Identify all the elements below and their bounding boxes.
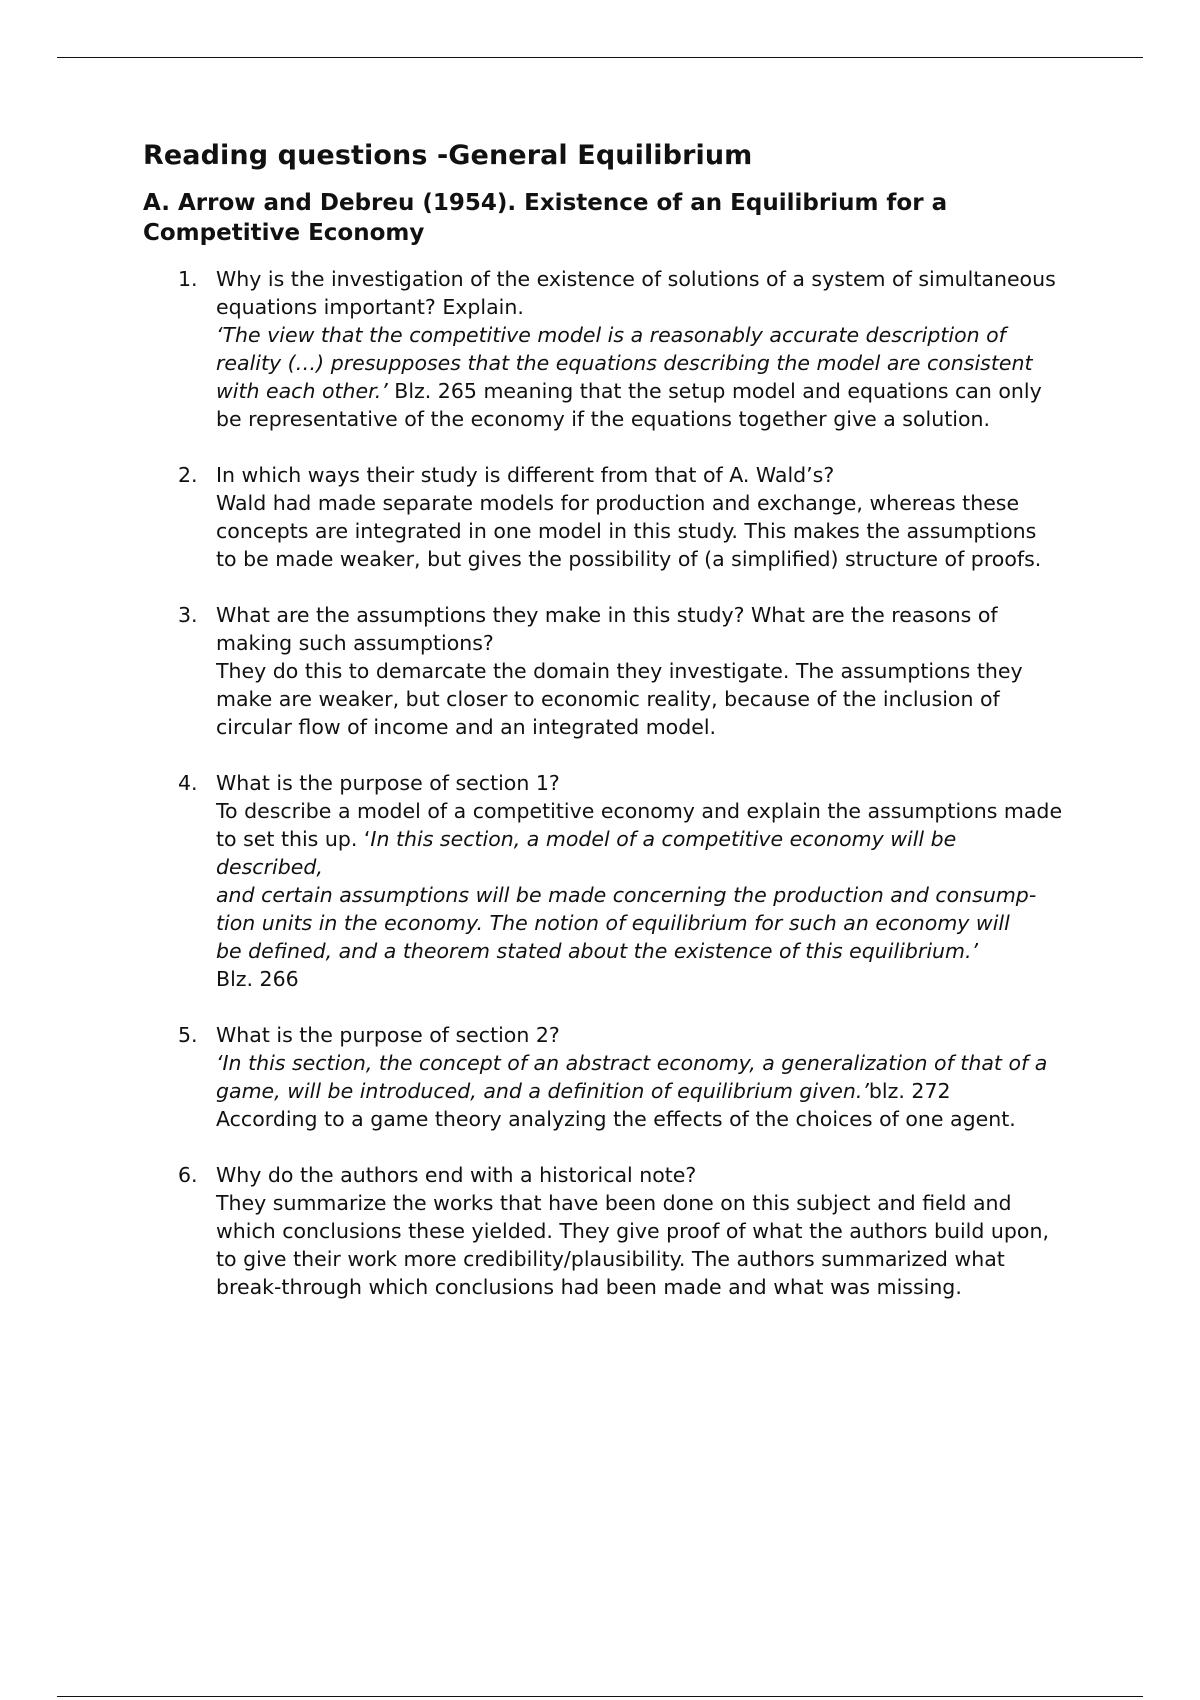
- answer-text: [216, 797, 1063, 993]
- answer-text: [216, 321, 1063, 433]
- question-text: What are the assumptions they make in this study? What are the reasons of making such assumptions?: [216, 602, 998, 655]
- question-text: Why do the authors end with a historical note?: [216, 1162, 697, 1187]
- question-item-2: [143, 461, 1063, 573]
- answer-text: They do this to demarcate the domain they investigate. The assumptions they make are weaker, but closer to economic reality, because of the inclusion of circular flow of income and an integrated model.: [216, 658, 1023, 739]
- question-item-5: [143, 1021, 1063, 1133]
- question-list: [143, 265, 1063, 1301]
- question-number: 5.: [178, 1022, 198, 1047]
- answer-body: Blz. 265 meaning that the setup model and equations can only be representative of the economy if the equations together give a solution.: [216, 378, 1042, 431]
- page-top-rule: [57, 57, 1143, 58]
- document-body: [143, 138, 1063, 1329]
- answer-page-ref: Blz. 266: [216, 966, 299, 991]
- question-number: 4.: [178, 770, 198, 795]
- question-item-6: [143, 1161, 1063, 1301]
- answer-text: According to a game theory analyzing the effects of the choices of one agent.: [216, 1106, 1016, 1131]
- question-text: In which ways their study is different from that of A. Wald’s?: [216, 462, 835, 487]
- question-item-4: [143, 769, 1063, 993]
- question-number: 6.: [178, 1162, 198, 1187]
- question-text: What is the purpose of section 1?: [216, 770, 560, 795]
- answer-quote: ‘The view that the competitive model is a reasonably accurate description of reality (…) presupposes that the equations describing the model are consistent with each other.’: [216, 322, 1033, 403]
- answer-text: They summarize the works that have been done on this subject and field and which conclusions these yielded. They give proof of what the authors build upon, to give their work more credibility/plausibility. The authors summarized what break-through which conclusions had been made and what was missing.: [216, 1190, 1049, 1299]
- question-text: What is the purpose of section 2?: [216, 1022, 560, 1047]
- answer-quote-line: In this section, a model of a competitive economy will be described,: [216, 826, 957, 879]
- answer-text: [216, 1049, 1063, 1105]
- question-number: 2.: [178, 462, 198, 487]
- question-item-1: [143, 265, 1063, 433]
- page-title: Reading questions -General Equilibrium: [143, 140, 753, 171]
- answer-quote-line: be defined, and a theorem stated about the existence of this equilibrium.’: [216, 938, 979, 963]
- answer-body: To describe a model of a competitive economy and explain the assumptions made to set this up. ‘: [216, 798, 1063, 851]
- page-bottom-rule: [57, 1696, 1143, 1697]
- question-text: Why is the investigation of the existence of solutions of a system of simultaneous equations important? Explain.: [216, 266, 1056, 319]
- question-number: 1.: [178, 266, 198, 291]
- answer-quote-line: tion units in the economy. The notion of equilibrium for such an economy will: [216, 910, 1010, 935]
- question-item-3: [143, 601, 1063, 741]
- answer-page-ref: blz. 272: [868, 1078, 951, 1103]
- section-heading: A. Arrow and Debreu (1954). Existence of an Equilibrium for a Competitive Economy: [143, 190, 948, 246]
- question-number: 3.: [178, 602, 198, 627]
- answer-text: Wald had made separate models for production and exchange, whereas these concepts are integrated in one model in this study. This makes the assumptions to be made weaker, but gives the possibility of (a simplified) structure of proofs.: [216, 490, 1042, 571]
- answer-quote: ‘In this section, the concept of an abstract economy, a generalization of that of a game, will be introduced, and a definition of equilibrium given.’: [216, 1050, 1048, 1103]
- answer-quote-line: and certain assumptions will be made concerning the production and consump-: [216, 882, 1037, 907]
